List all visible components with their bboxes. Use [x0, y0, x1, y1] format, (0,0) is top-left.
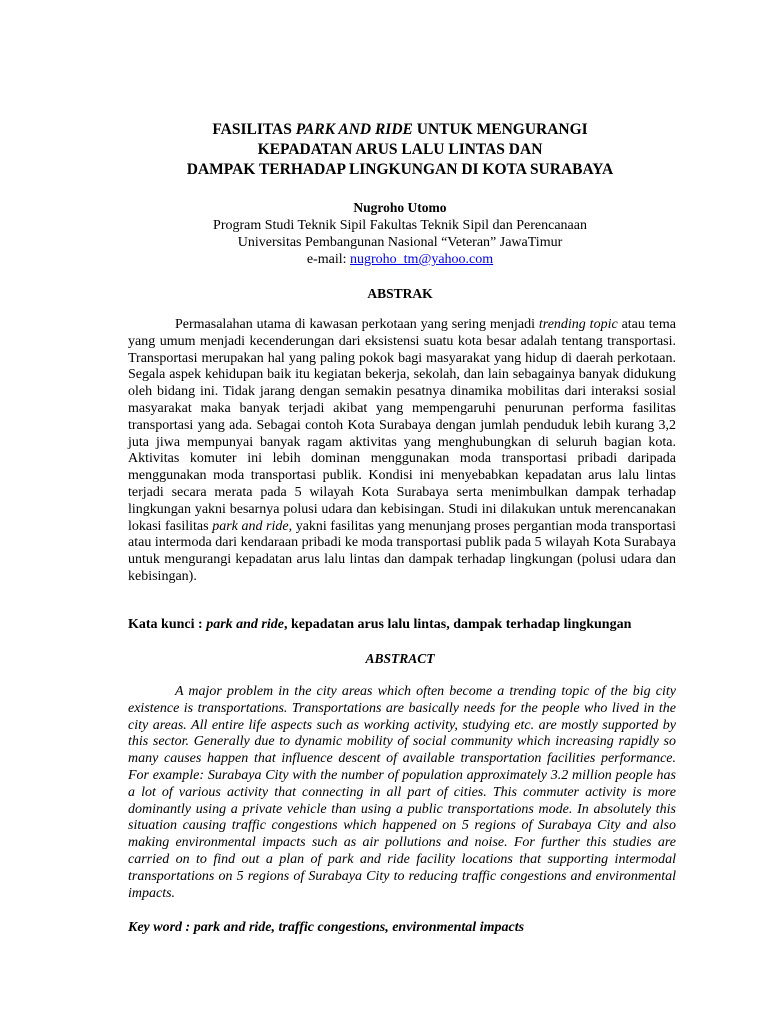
abstrak-paragraph [128, 317, 676, 586]
abstrak-heading: ABSTRAK [367, 286, 433, 301]
paper-title [100, 120, 700, 180]
author-email-line [100, 251, 700, 268]
email-link[interactable]: nugroho_tm@yahoo.com [350, 252, 494, 267]
author-name: Nugroho Utomo [353, 200, 447, 215]
abstrak-italic-1: trending topic [538, 317, 618, 332]
kata-kunci-label: Kata kunci : [128, 617, 207, 632]
title-italic-term: PARK AND RIDE [295, 121, 413, 138]
title-line-1 [100, 120, 700, 140]
title-suffix: UNTUK MENGURANGI [412, 121, 588, 138]
title-line-2: KEPADATAN ARUS LALU LINTAS DAN [257, 141, 543, 158]
author-affiliation-2: Universitas Pembangunan Nasional “Veteran” JawaTimur [237, 235, 563, 250]
abstract-paragraph: A major problem in the city areas which often become a trending topic of the big city existence is transportations. Transportations are basically needs for the people who lived in the city areas. All entire life aspects such as working activity, studying etc. are mostly supported by this sector. Generally due to dynamic mobility of social community which increasing rapidly so many causes happen that influence descent of available transportation facilities performance. For example: Surabaya City with the number of population approximately 3.2 million people has a lot of various activity that connecting in all part of cities. This commuter activity is more dominantly using a private vehicle than using a public transportations mode. In absolutely this situation causing traffic congestions which happened on 5 regions of Surabaya City and also making environmental impacts such as air pollutions and noise. For further this studies are carried on to find out a plan of park and ride facility locations that supporting intermodal transportations on 5 regions of Surabaya City to reducing traffic congestions and environmental impacts. [128, 684, 676, 901]
abstrak-text-2: atau tema yang umum menjadi kecenderungan dari eksistensi suatu kota besar adalah tentang transportasi. Transportasi merupakan hal yang paling pokok bagi masyarakat yang hidup di daerah perkotaan. Segala aspek kehidupan baik itu kegiatan bekerja, sekolah, dan lain sebagainya banyak didukung oleh bidang ini. Tidak jarang dengan semakin pesatnya dinamika mobilitas dari interaksi sosial masyarakat maka banyak terjadi akibat yang mempengaruhi penurunan performa fasilitas transportasi yang ada. Sebagai contoh Kota Surabaya dengan jumlah penduduk lebih kurang 3,2 juta jiwa mempunyai banyak ragam aktivitas yang menghubungkan di seluruh bagian kota. Aktivitas komuter ini lebih dominan menggunakan moda transportasi pribadi daripada menggunakan moda transportasi publik. Kondisi ini menyebabkan kepadatan arus lalu lintas terjadi secara merata pada 5 wilayah Kota Surabaya serta menimbulkan dampak terhadap lingkungan yakni besarnya polusi udara dan kebisingan. Studi ini dilakukan untuk merencanakan lokasi fasilitas [128, 317, 676, 534]
email-label: e-mail: [306, 252, 350, 267]
title-prefix: FASILITAS [212, 121, 296, 138]
kata-kunci-rest: , kepadatan arus lalu lintas, dampak terhadap lingkungan [283, 617, 632, 632]
title-line-3: DAMPAK TERHADAP LINGKUNGAN DI KOTA SURABAYA [186, 161, 614, 178]
kata-kunci [128, 616, 676, 633]
abstrak-text-3: , yakni fasilitas yang menunjang proses pergantian moda transportasi atau intermoda dari kendaraan pribadi ke moda transportasi publik pada 5 wilayah Kota Surabaya untuk mengurangi kepadatan arus lalu lintas dan dampak terhadap lingkungan (polusi udara dan kebisingan). [128, 518, 676, 584]
author-affiliation-1: Program Studi Teknik Sipil Fakultas Teknik Sipil dan Perencanaan [213, 218, 587, 233]
abstrak-text-1: Permasalahan utama di kawasan perkotaan yang sering menjadi [175, 317, 539, 332]
abstrak-italic-2: park and ride [212, 518, 289, 534]
author-block [100, 199, 700, 268]
kata-kunci-italic: park and ride [206, 617, 284, 632]
key-words: Key word : park and ride, traffic congestions, environmental impacts [128, 920, 525, 935]
abstract-heading: ABSTRACT [365, 651, 435, 666]
